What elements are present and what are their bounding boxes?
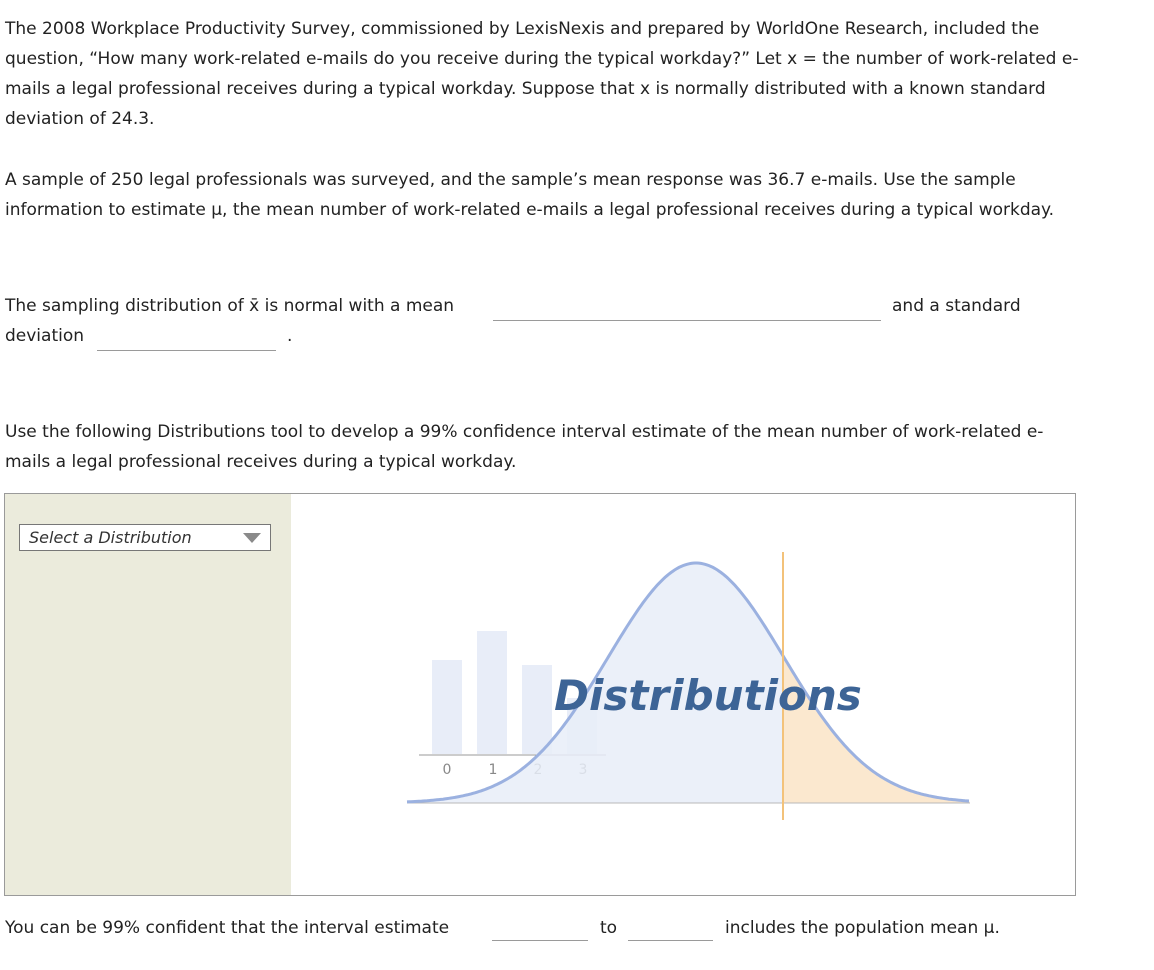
distributions-tool bbox=[4, 493, 1076, 896]
tool-side-panel bbox=[5, 494, 291, 895]
distribution-select[interactable] bbox=[19, 524, 271, 551]
bar-label-0: 0 bbox=[442, 762, 452, 778]
tool-intro-paragraph: Use the following Distributions tool to develop a 99% confidence interval estimate of the mean number of work-related e-mails a legal professional receives during a typical workday. bbox=[5, 422, 1044, 472]
bar-2 bbox=[522, 665, 552, 754]
sample-paragraph: A sample of 250 legal professionals was surveyed, and the sample’s mean response was 36.7 e-mails. Use the sample information to estimate μ, the mean number of work-related e-mails a legal professional receives during a typical workday. bbox=[5, 170, 1055, 220]
sampling-text-deviation: deviation bbox=[5, 326, 85, 346]
intro-paragraph: The 2008 Workplace Productivity Survey, commissioned by LexisNexis and prepared by WorldOne Research, included the question, “How many work-related e-mails do you receive during the typical workday?” Let x = the number of work-related e-mails a legal professional receives during a typical workday. Suppose that x is normally distributed with a known standard deviation of 24.3. bbox=[5, 19, 1079, 129]
sd-answer-field[interactable] bbox=[97, 350, 276, 351]
conclusion-text-start: You can be 99% confident that the interval estimate bbox=[5, 918, 450, 938]
bar-1 bbox=[477, 631, 507, 754]
bar-0 bbox=[432, 660, 462, 754]
mean-answer-field[interactable] bbox=[493, 320, 881, 321]
upper-bound-field[interactable] bbox=[628, 940, 713, 941]
sampling-text-mean: The sampling distribution of x̄ is normal with a mean bbox=[5, 296, 455, 316]
distribution-select-label: Select a Distribution bbox=[29, 528, 192, 547]
lower-bound-field[interactable] bbox=[492, 940, 588, 941]
sampling-text-standard: and a standard bbox=[892, 296, 1021, 316]
bar-label-1: 1 bbox=[488, 762, 498, 778]
tool-title: Distributions bbox=[554, 671, 862, 720]
conclusion-text-to: to bbox=[600, 918, 618, 938]
chevron-down-icon bbox=[243, 533, 261, 543]
conclusion-text-end: includes the population mean μ. bbox=[725, 918, 1000, 938]
distributions-illustration bbox=[291, 494, 1075, 895]
sampling-period: . bbox=[287, 326, 293, 346]
